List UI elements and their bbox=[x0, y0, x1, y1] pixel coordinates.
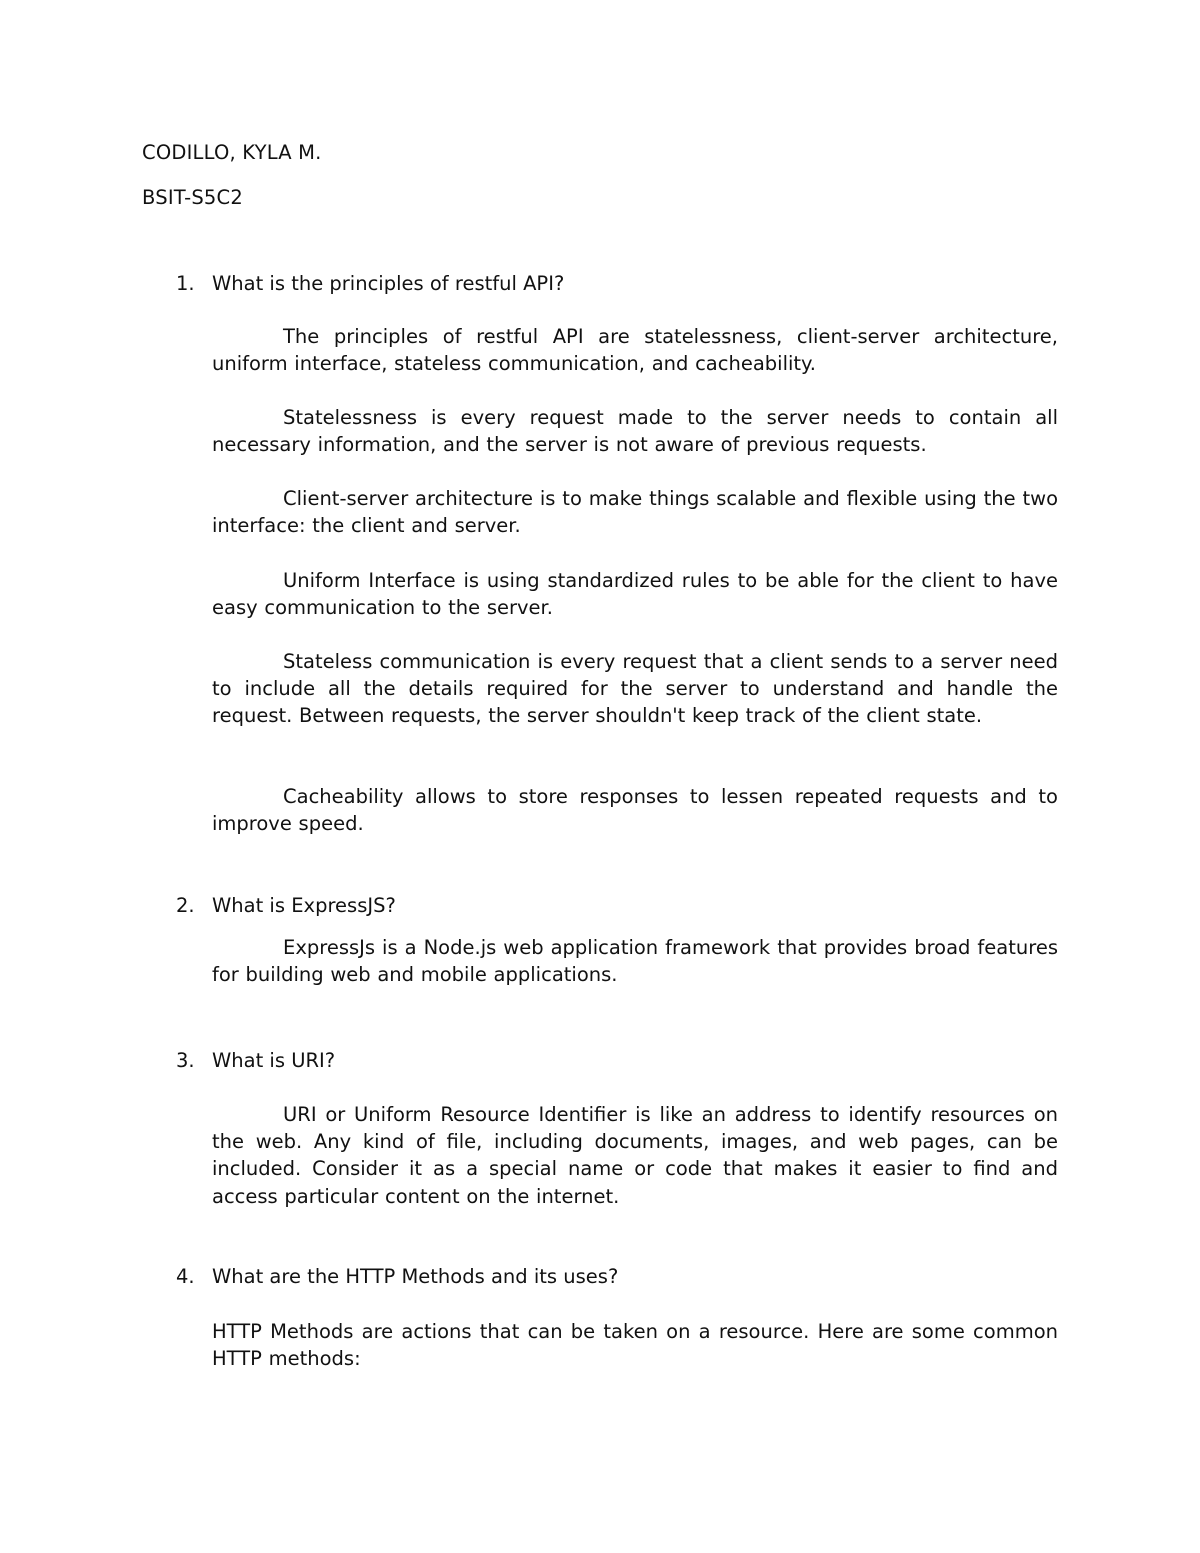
question-number: 3. bbox=[176, 1049, 195, 1072]
question-number: 4. bbox=[176, 1265, 195, 1288]
answer-paragraph: Stateless communication is every request that a client sends to a server need to include all the details required for the server to understand and handle the request. Between requests, the server shouldn't keep track of the client state. bbox=[212, 650, 1058, 728]
question-text: What is the principles of restful API? bbox=[212, 272, 565, 295]
answer-paragraph: Client-server architecture is to make things scalable and flexible using the two interface: the client and server. bbox=[212, 487, 1058, 538]
question-text: What is ExpressJS? bbox=[212, 894, 396, 917]
answer-paragraph: URI or Uniform Resource Identifier is like an address to identify resources on the web. Any kind of file, including documents, images, and web pages, can be included. Consider it as a special name or code that makes it easier to find and access particular content on the internet. bbox=[212, 1103, 1058, 1208]
answer-paragraph: Uniform Interface is using standardized rules to be able for the client to have easy communication to the server. bbox=[212, 569, 1058, 620]
question-number: 2. bbox=[176, 894, 195, 917]
answer-paragraph: The principles of restful API are statelessness, client-server architecture, uniform interface, stateless communication, and cacheability. bbox=[212, 325, 1058, 376]
question-text: What is URI? bbox=[212, 1049, 336, 1072]
answer-paragraph: Statelessness is every request made to the server needs to contain all necessary information, and the server is not aware of previous requests. bbox=[212, 406, 1058, 457]
answer-paragraph: HTTP Methods are actions that can be taken on a resource. Here are some common HTTP methods: bbox=[212, 1320, 1058, 1371]
student-name: CODILLO, KYLA M. bbox=[142, 141, 322, 164]
question-number: 1. bbox=[176, 272, 195, 295]
question-text: What are the HTTP Methods and its uses? bbox=[212, 1265, 619, 1288]
student-section: BSIT-S5C2 bbox=[142, 186, 243, 209]
answer-paragraph: ExpressJs is a Node.js web application framework that provides broad features for building web and mobile applications. bbox=[212, 936, 1058, 987]
answer-paragraph: Cacheability allows to store responses to lessen repeated requests and to improve speed. bbox=[212, 785, 1058, 836]
